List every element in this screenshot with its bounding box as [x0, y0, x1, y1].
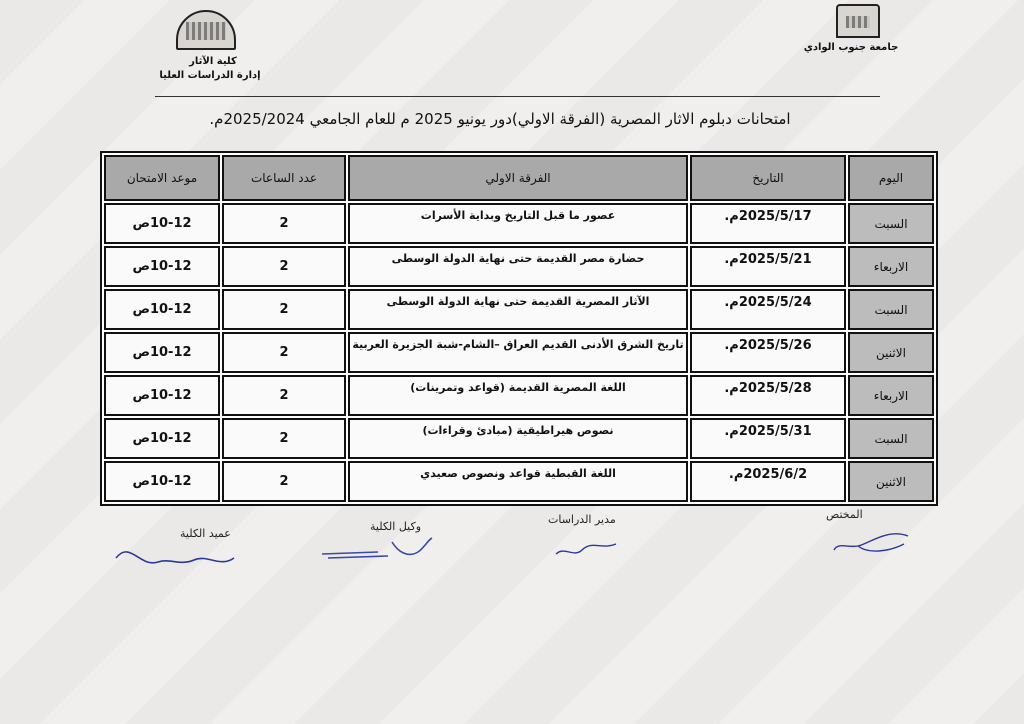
cell-subject: اللغة المصرية القديمة (قواعد وتمرينات) [348, 375, 688, 416]
table-row [104, 289, 934, 330]
cell-time: 10-12ص [104, 289, 220, 330]
header-date: التاريخ [690, 155, 846, 201]
cell-date: 2025/5/28م. [690, 375, 846, 416]
faculty-name: كلية الآثار [189, 56, 237, 67]
dean-signature [110, 538, 240, 578]
examiner-label: المختص [826, 508, 863, 521]
cell-day: السبت [848, 203, 934, 244]
cell-day: السبت [848, 418, 934, 459]
table-header-row [104, 155, 934, 201]
dean-label: عميد الكلية [180, 527, 231, 540]
cell-date: 2025/6/2م. [690, 461, 846, 502]
cell-day: الاثنين [848, 461, 934, 502]
cell-time: 10-12ص [104, 246, 220, 287]
cell-hours: 2 [222, 203, 346, 244]
faculty-logo [176, 10, 236, 50]
header-day: اليوم [848, 155, 934, 201]
table-row [104, 246, 934, 287]
header-time: موعد الامتحان [104, 155, 220, 201]
university-name: جامعة جنوب الوادي [803, 42, 899, 53]
cell-time: 10-12ص [104, 332, 220, 373]
deputy-signature [318, 532, 438, 566]
table-row [104, 375, 934, 416]
cell-subject: تاريخ الشرق الأدنى القديم العراق –الشام-شبة الجزيرة العربية [348, 332, 688, 373]
cell-time: 10-12ص [104, 375, 220, 416]
cell-time: 10-12ص [104, 418, 220, 459]
table-row [104, 332, 934, 373]
director-label: مدير الدراسات [548, 513, 616, 526]
cell-hours: 2 [222, 289, 346, 330]
cell-subject: حضارة مصر القديمة حتى نهاية الدولة الوسطى [348, 246, 688, 287]
cell-date: 2025/5/17م. [690, 203, 846, 244]
table-row [104, 203, 934, 244]
header-subject: الفرقة الاولي [348, 155, 688, 201]
cell-hours: 2 [222, 375, 346, 416]
university-logo [836, 4, 880, 38]
cell-day: الاربعاء [848, 375, 934, 416]
director-signature [552, 536, 622, 562]
table-row [104, 461, 934, 502]
cell-date: 2025/5/31م. [690, 418, 846, 459]
cell-hours: 2 [222, 418, 346, 459]
cell-day: الاربعاء [848, 246, 934, 287]
cell-date: 2025/5/24م. [690, 289, 846, 330]
cell-hours: 2 [222, 461, 346, 502]
cell-day: السبت [848, 289, 934, 330]
cell-time: 10-12ص [104, 461, 220, 502]
cell-date: 2025/5/21م. [690, 246, 846, 287]
cell-hours: 2 [222, 332, 346, 373]
header-divider [155, 96, 880, 97]
cell-subject: اللغة القبطية قواعد ونصوص صعيدي [348, 461, 688, 502]
cell-subject: عصور ما قبل التاريخ وبداية الأسرات [348, 203, 688, 244]
cell-subject: نصوص هيراطيقية (مبادئ وقراءات) [348, 418, 688, 459]
cell-date: 2025/5/26م. [690, 332, 846, 373]
cell-subject: الآثار المصرية القديمة حتى نهاية الدولة الوسطى [348, 289, 688, 330]
header-hours: عدد الساعات [222, 155, 346, 201]
exam-schedule-table [100, 151, 938, 506]
cell-hours: 2 [222, 246, 346, 287]
examiner-signature [828, 524, 918, 558]
cell-time: 10-12ص [104, 203, 220, 244]
department-name: إدارة الدراسات العليا [159, 70, 261, 81]
cell-day: الاثنين [848, 332, 934, 373]
table-row [104, 418, 934, 459]
document-title: امتحانات دبلوم الاثار المصرية (الفرقة الاولي)دور يونيو 2025 م للعام الجامعي 2025/2024م. [209, 110, 791, 128]
deputy-label: وكيل الكلية [370, 520, 422, 533]
